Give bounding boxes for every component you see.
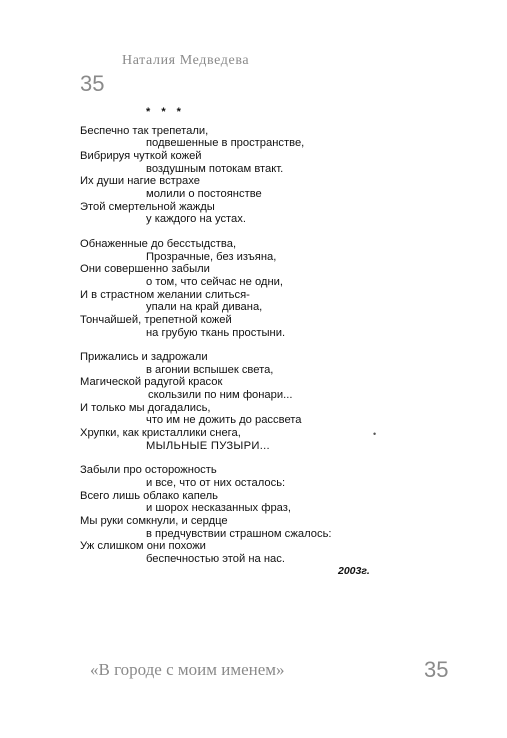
poem-line: Вибрируя чуткой кожей — [80, 149, 202, 162]
poem-line: Они совершенно забыли — [80, 263, 210, 276]
poem-line: в агонии вспышек света, — [146, 363, 274, 376]
poem-line: беспечностью этой на нас. — [146, 553, 285, 565]
poem-line: в предчувствии страшном сжалось: — [146, 527, 332, 540]
page-number-top: 35 — [80, 71, 105, 96]
poem-date: 2003г. — [338, 565, 370, 577]
poem-line: скользили по ним фонари... — [148, 389, 293, 402]
poem-line: на грубую ткань простыни. — [146, 326, 286, 339]
poem-line: Всего лишь облако капель — [80, 489, 218, 502]
poem-line: Обнаженные до бесстыдства, — [80, 237, 237, 250]
poem-line: Забыли про осторожность — [80, 464, 217, 477]
poem-line: МЫЛЬНЫЕ ПУЗЫРИ... — [146, 439, 270, 452]
poem-line: упали на край дивана, — [146, 301, 263, 314]
poem-line: Этой смертельной жажды — [80, 200, 215, 213]
stray-dot-mark: • — [373, 429, 377, 439]
poem-line: Беспечно так трепетали, — [80, 124, 209, 137]
poem-line: у каждого на устах. — [146, 213, 246, 226]
poem-line: Прижались и задрожали — [80, 351, 208, 364]
poem-line: Тончайшей, трепетной кожей — [80, 313, 232, 326]
poem-line: и шорох несказанных фраз, — [146, 502, 292, 515]
poem-line: Их души нагие встрахе — [80, 175, 200, 188]
poem-line: Уж слишком они похожи — [80, 540, 206, 553]
poem-line: подвешенные в пространстве, — [146, 137, 305, 150]
page-number-bottom: 35 — [424, 657, 449, 682]
running-header-author: Наталия Медведева — [122, 53, 250, 68]
poem-line: о том, что сейчас не одни, — [146, 275, 283, 288]
poem-separator: * * * — [146, 106, 185, 118]
poem-line: и все, что от них осталось: — [146, 477, 286, 490]
poem-line: Хрупки, как кристаллики снега, — [80, 427, 241, 440]
stanza-4 — [80, 464, 410, 565]
stanza-3 — [80, 351, 410, 452]
poem-line: что им не дожить до рассвета — [146, 414, 302, 427]
poem-line: И в страстном желании слиться- — [80, 288, 250, 301]
stanza-2 — [80, 238, 410, 339]
running-footer-book-title: «В городе с моим именем» — [90, 660, 285, 679]
poem — [80, 106, 410, 578]
poem-line: воздушным потокам втакт. — [146, 162, 284, 175]
poem-line: Прозрачные, без изъяна, — [146, 250, 277, 263]
poem-line: молили о постоянстве — [146, 187, 262, 200]
poem-line: Мы руки сомкнули, и сердце — [80, 515, 228, 528]
poem-line: Магической радугой красок — [80, 376, 223, 389]
poem-line: И только мы догадались, — [80, 401, 211, 414]
stanza-1 — [80, 125, 410, 226]
